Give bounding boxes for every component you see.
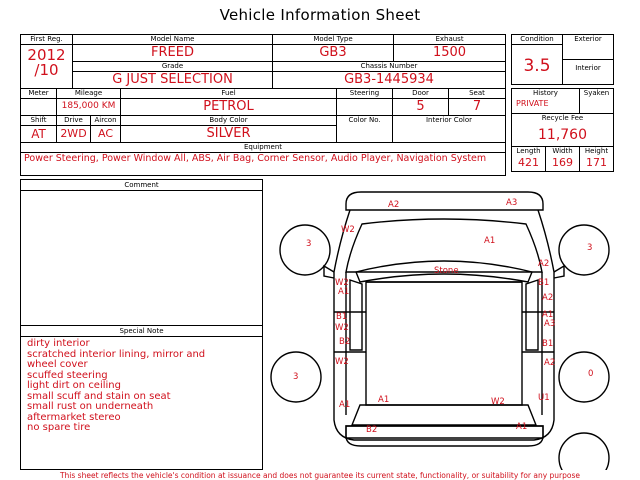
special-note-line: scratched interior lining, mirror and xyxy=(27,348,206,360)
model-type-value: GB3 xyxy=(319,45,347,60)
body-color-value: SILVER xyxy=(206,126,251,141)
equipment-cell xyxy=(21,143,506,176)
mark-left-w2-3: W2 xyxy=(335,323,349,333)
mark-left-w2: W2 xyxy=(341,225,355,235)
steering-cell xyxy=(337,89,393,116)
vehicle-spec-table xyxy=(20,88,506,176)
mileage-label: Mileage xyxy=(57,89,120,99)
exhaust-cell xyxy=(394,35,506,62)
history-label: History xyxy=(533,89,558,97)
mark-right-b1-1: B1 xyxy=(538,278,550,288)
length-label: Length xyxy=(516,147,541,155)
exhaust-value: 1500 xyxy=(432,45,467,60)
length-value: 421 xyxy=(518,156,539,169)
mark-left-w2-4: W2 xyxy=(335,357,349,367)
grade-label: Grade xyxy=(73,62,272,72)
steering-label: Steering xyxy=(337,89,392,99)
mileage-value: 185,000 KM xyxy=(61,101,116,111)
door-value: 5 xyxy=(416,99,425,114)
vehicle-basic-table xyxy=(20,34,506,89)
page-title: Vehicle Information Sheet xyxy=(219,6,421,24)
model-name-label: Model Name xyxy=(73,35,272,45)
aircon-cell xyxy=(91,116,121,143)
aircon-value: AC xyxy=(97,127,113,140)
wheel-rear-right-icon xyxy=(559,352,609,402)
mark-top-a2: A2 xyxy=(388,200,400,210)
color-no-cell xyxy=(337,116,393,143)
wheel-front-left-icon xyxy=(280,225,330,275)
color-no-label: Color No. xyxy=(348,116,381,124)
height-label: Height xyxy=(584,147,609,155)
comment-box xyxy=(20,179,263,326)
interior-label: Interior xyxy=(575,64,601,72)
model-type-label: Model Type xyxy=(273,35,393,45)
door-label: Door xyxy=(393,89,448,99)
recycle-label: Recycle Fee xyxy=(541,114,584,122)
width-value: 169 xyxy=(552,156,573,169)
chassis-label: Chassis Number xyxy=(273,62,505,72)
mileage-cell xyxy=(57,89,121,116)
wheel-front-right-icon xyxy=(559,225,609,275)
mark-right-a3: A3 xyxy=(544,319,556,329)
mark-wheel-fl: 3 xyxy=(306,239,312,249)
car-damage-diagram xyxy=(266,180,636,470)
mark-right-b1-2: B1 xyxy=(542,339,554,349)
drive-cell xyxy=(57,116,91,143)
history-cell xyxy=(512,89,580,114)
special-note-label: Special Note xyxy=(21,326,262,337)
syaken-label: Syaken xyxy=(583,89,610,97)
mark-left-b2: B2 xyxy=(339,337,351,347)
model-type-cell xyxy=(273,35,394,62)
interior-color-label: Interior Color xyxy=(425,116,473,124)
special-note-box xyxy=(20,325,263,470)
mark-stone: Stone xyxy=(434,266,459,276)
special-note-line: aftermarket stereo xyxy=(27,411,121,423)
chassis-cell xyxy=(273,62,506,89)
mark-right-a2-1: A2 xyxy=(538,259,550,269)
mark-right-a2-2: A2 xyxy=(542,293,554,303)
width-label: Width xyxy=(552,147,573,155)
mark-bottom-a1-right: A1 xyxy=(516,422,528,432)
aircon-label: Aircon xyxy=(91,116,120,126)
first-reg-year: 2012 xyxy=(27,46,66,64)
comment-label: Comment xyxy=(21,180,262,191)
special-note-line: light dirt on ceiling xyxy=(27,380,121,391)
condition-table xyxy=(511,34,614,85)
special-note-list xyxy=(21,337,262,436)
exhaust-label: Exhaust xyxy=(394,35,505,45)
shift-label: Shift xyxy=(21,116,56,126)
mark-wheel-rr: 0 xyxy=(588,369,594,379)
exterior-label: Exterior xyxy=(574,35,602,43)
grade-cell xyxy=(73,62,273,89)
mark-right-u1: U1 xyxy=(538,393,550,403)
mark-right-a2-3: A2 xyxy=(544,358,556,368)
door-cell xyxy=(393,89,449,116)
mark-bottom-a1: A1 xyxy=(378,395,390,405)
seat-value: 7 xyxy=(472,99,482,114)
width-cell xyxy=(546,147,580,172)
car-top-view-icon xyxy=(324,192,564,446)
model-name-value: FREED xyxy=(151,45,194,60)
special-note-line: scuffed steering xyxy=(27,369,108,381)
equipment-label: Equipment xyxy=(21,143,505,153)
fuel-cell xyxy=(121,89,337,116)
special-note-line: wheel cover xyxy=(27,359,88,370)
mark-left-a1-1: A1 xyxy=(338,287,350,297)
shift-cell xyxy=(21,116,57,143)
meter-label: Meter xyxy=(21,89,56,99)
mark-bottom-b2: B2 xyxy=(366,425,378,435)
model-name-cell xyxy=(73,35,273,62)
exterior-cell xyxy=(563,35,614,60)
syaken-cell xyxy=(580,89,614,114)
special-note-line: small scuff and stain on seat xyxy=(27,390,171,402)
seat-cell xyxy=(449,89,506,116)
mark-right-a1: A1 xyxy=(542,310,554,320)
fuel-label: Fuel xyxy=(121,89,336,99)
disclaimer-footer: This sheet reflects the vehicle's condition at issuance and does not guarantee its current state, functionality, or suitability for any purpose xyxy=(59,471,581,480)
special-note-line: small rust on underneath xyxy=(27,401,154,412)
condition-score-cell xyxy=(512,35,563,85)
history-value: PRIVATE xyxy=(516,99,549,108)
first-reg-label: First Reg. xyxy=(21,35,72,45)
special-note-line: dirty interior xyxy=(27,338,90,349)
seat-label: Seat xyxy=(449,89,505,99)
shift-value: AT xyxy=(31,127,46,141)
mark-top-a3: A3 xyxy=(506,198,518,208)
mark-left-a1-2: A1 xyxy=(339,400,351,410)
history-table xyxy=(511,88,614,172)
spare-wheel-icon xyxy=(559,433,609,470)
mark-bottom-w2: W2 xyxy=(491,397,505,407)
height-cell xyxy=(580,147,614,172)
mark-hood-a1: A1 xyxy=(484,236,496,246)
first-reg-cell xyxy=(21,35,73,89)
interior-color-cell xyxy=(393,116,506,143)
condition-score: 3.5 xyxy=(523,56,551,76)
mark-left-b1: B1 xyxy=(336,312,348,322)
first-reg-month: /10 xyxy=(34,61,59,79)
grade-value: G JUST SELECTION xyxy=(112,72,233,87)
drive-label: Drive xyxy=(57,116,90,126)
equipment-text: Power Steering, Power Window All, ABS, Air Bag, Corner Sensor, Audio Player, Navigation System xyxy=(24,153,487,164)
recycle-cell xyxy=(512,114,614,147)
height-value: 171 xyxy=(586,156,607,169)
special-note-line: no spare tire xyxy=(27,422,91,433)
length-cell xyxy=(512,147,546,172)
body-color-cell xyxy=(121,116,337,143)
mark-left-w2-2: W2 xyxy=(335,278,349,288)
mark-wheel-fr: 3 xyxy=(587,243,593,253)
interior-cell xyxy=(563,60,614,85)
meter-cell xyxy=(21,89,57,116)
chassis-value: GB3-1445934 xyxy=(344,72,434,87)
drive-value: 2WD xyxy=(60,127,87,140)
mark-wheel-rl: 3 xyxy=(293,372,299,382)
condition-label: Condition xyxy=(512,35,562,45)
recycle-value: 11,760 xyxy=(538,127,587,143)
body-color-label: Body Color xyxy=(121,116,336,126)
fuel-value: PETROL xyxy=(203,99,254,114)
